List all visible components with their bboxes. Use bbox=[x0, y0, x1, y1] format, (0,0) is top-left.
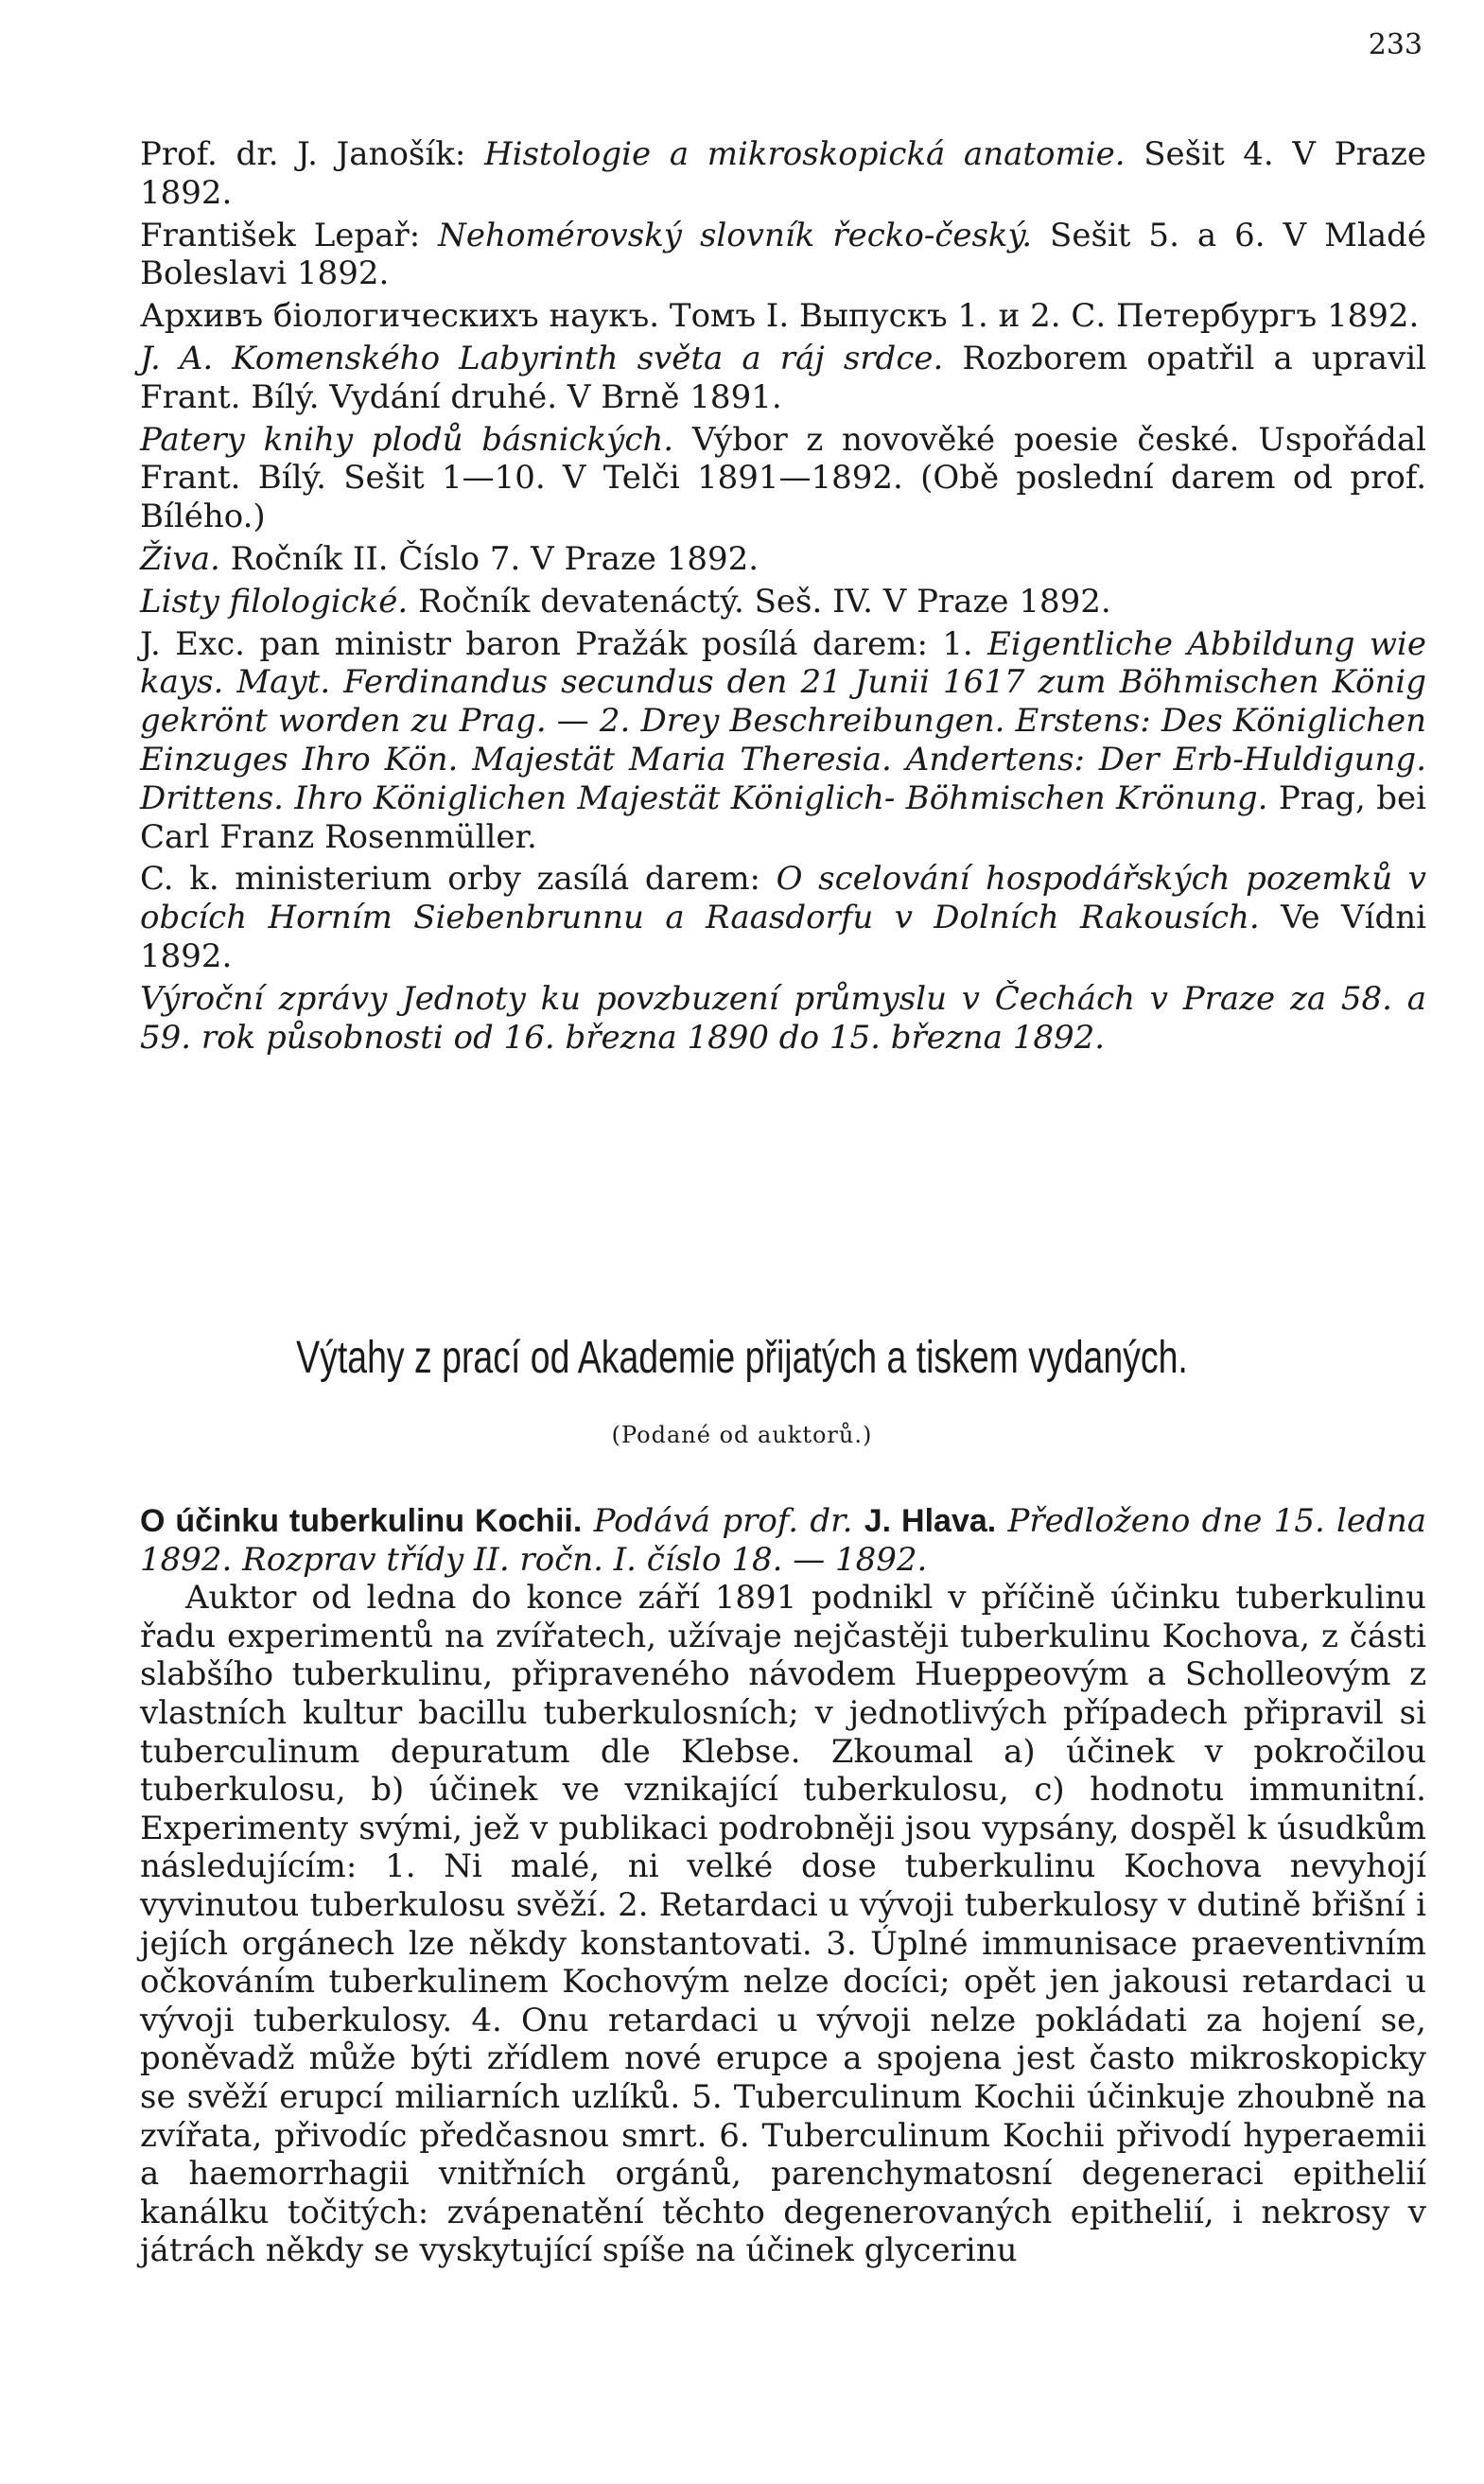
list-item: Živa. Ročník II. Číslo 7. V Praze 1892. bbox=[140, 539, 759, 578]
section-subtitle: (Podané od auktorů.) bbox=[611, 1422, 873, 1448]
acquisitions-list bbox=[140, 135, 1426, 1060]
article-body: Auktor od ledna do konce září 1891 podnikl v příčině účinku tuberkulinu řadu experimentů na zvířatech, užívaje nejčastěji tuberkulinu Kochova, z části slabšího tuberkulinu, připraveného návodem Hueppeovým a Scholleovým z vlastních kultur bacillu tuberkulosních; v jednotlivých případech připravil si tuberculinum depuratum dle Klebse. Zkoumal a) účinek v pokročilou tuberkulosu, b) účinek ve vznikající tuberkulosu, c) hodnotu immunitní. Experimenty svými, jež v publikaci podrobněji jsou vypsány, dospěl k úsudkům následujícím: 1. Ni malé, ni velké dose tuberkulinu Kochova nevyhojí vyvinutou tuberkulosu svěží. 2. Retardaci u vývoji tuberkulosy v dutině břišní i jejích orgánech lze někdy konstantovati. 3. Úplné immunisace praeventivním očkováním tuberkulinem Kochovým nelze docíci; opět jen jakousi retardaci u vývoji tuberkulosy. 4. Onu retardaci u vývoji nelze pokládati za hojení se, poněvadž může býti zřídlem nové erupce a spojena jest často mikroskopicky se svěží erupcí miliarních uzlíků. 5. Tuberculinum Kochii účinkuje zhoubně na zvířata, přivodíc předčasnou smrt. 6. Tuberculinum Kochii přivodí hyperaemii a haemorrhagii vnitřních orgánů, parenchymatosní degeneraci epithelií kanálku točitých: zvápenatění těchto degenerovaných epithelií, i nekrosy v játrách někdy se vyskytující spíše na účinek glycerinu bbox=[140, 1579, 1426, 2270]
list-item: Prof. dr. J. Janošík: Histologie a mikroskopická anatomie. Sešit 4. V Praze 1892. bbox=[140, 135, 1427, 212]
article bbox=[140, 1502, 1426, 2270]
article-header: O účinku tuberkulinu Kochii. Podává prof. dr. J. Hlava. Předloženo dne 15. ledna 1892. Rozprav třídy II. ročn. I. číslo 18. — 1892. bbox=[140, 1502, 1426, 1579]
list-item: Výroční zprávy Jednoty ku povzbuzení průmyslu v Čechách v Praze za 58. a 59. rok působnosti od 16. března 1890 do 15. března 1892. bbox=[140, 979, 1426, 1057]
list-item: C. k. ministerium orby zasílá darem: O scelování hospodářských pozemků v obcích Horním Siebenbrunnu a Raasdorfu v Dolních Rakousích. Ve Vídni 1892. bbox=[140, 860, 1426, 975]
article-meta: Předloženo dne 15. ledna 1892. Rozprav třídy II. ročn. I. číslo 18. — 1892. bbox=[140, 1502, 1426, 1579]
section-title: Výtahy z prací od Akademie přijatých a tiskem vydaných. bbox=[296, 1333, 1188, 1383]
list-item: Listy filologické. Ročník devatenáctý. Seš. IV. V Praze 1892. bbox=[140, 582, 1111, 621]
list-item: František Lepař: Nehomérovský slovník řecko-český. Sešit 5. a 6. V Mladé Boleslavi 1892. bbox=[140, 216, 1426, 293]
list-item: Архивъ біологическихъ наукъ. Томъ I. Выпускъ 1. и 2. С. Петербургъ 1892. bbox=[140, 297, 1420, 336]
list-item: J. Exc. pan ministr baron Pražák posílá darem: 1. Eigentliche Abbildung wie kays. Mayt. Ferdinandus secundus den 21 Junii 1617 zum Böhmischen König gekrönt worden zu Prag. — 2. Drey Beschreibungen. Erstens: Des Königlichen Einzuges Ihro Kön. Majestät Maria Theresia. Andertens: Der Erb-Huldigung. Drittens. Ihro Königlichen Majestät Königlich- Böhmischen Krönung. Prag, bei Carl Franz Rosenmüller. bbox=[140, 624, 1426, 856]
article-title: O účinku tuberkulinu Kochii. bbox=[140, 1503, 583, 1539]
article-author: J. Hlava. bbox=[864, 1503, 997, 1539]
page-number: 233 bbox=[1368, 28, 1423, 61]
list-item: Patery knihy plodů básnických. Výbor z novověké poesie české. Uspořádal Frant. Bílý. Sešit 1—10. V Telči 1891—1892. (Obě poslední darem od prof. Bílého.) bbox=[140, 420, 1426, 536]
list-item: J. A. Komenského Labyrinth světa a ráj srdce. Rozborem opatřil a upravil Frant. Bílý. Vydání druhé. V Brně 1891. bbox=[140, 339, 1426, 416]
